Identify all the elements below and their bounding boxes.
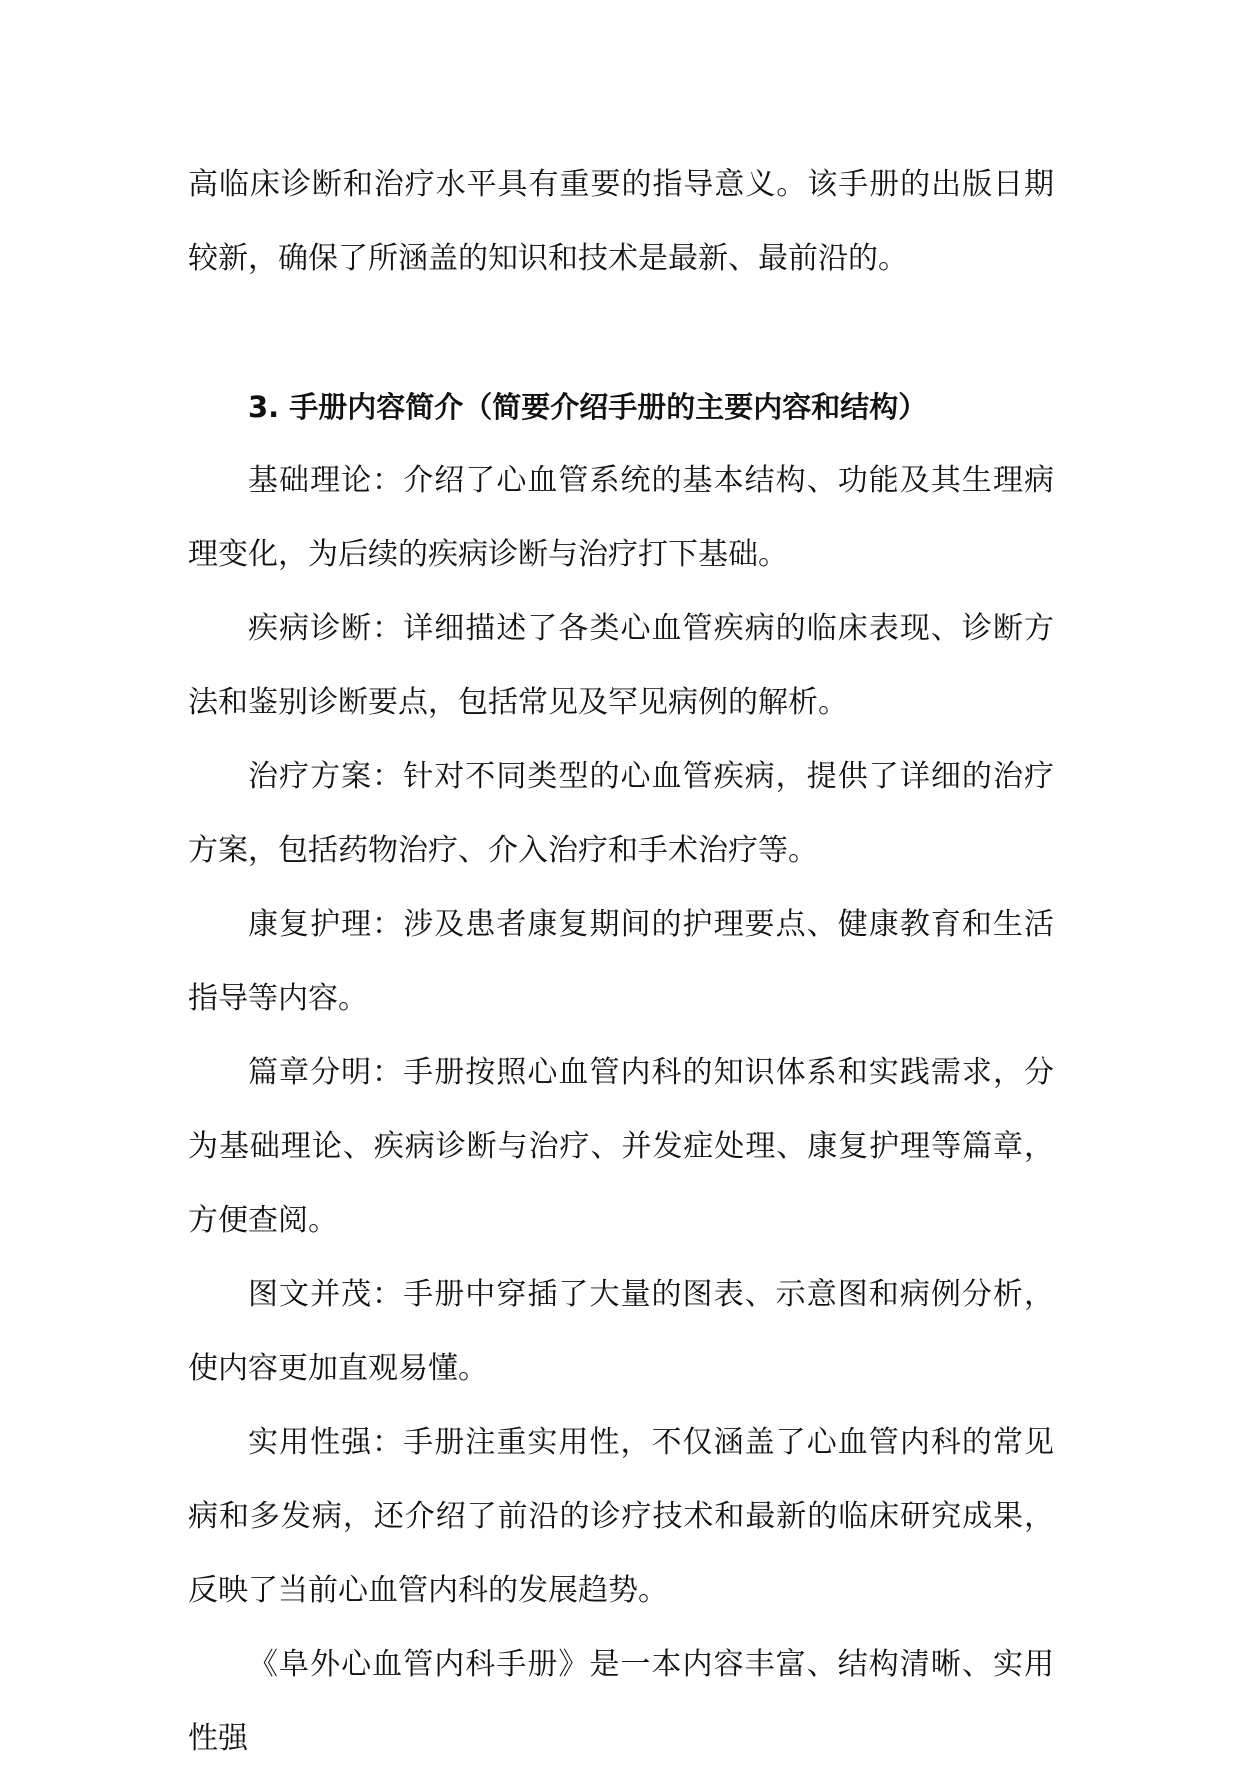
section-heading: 3. 手册内容简介（简要介绍手册的主要内容和结构） bbox=[248, 390, 928, 424]
document-body bbox=[188, 148, 1054, 1776]
paragraph-continuation: 高临床诊断和治疗水平具有重要的指导意义。该手册的出版日期较新，确保了所涵盖的知识和技术是最新、最前沿的。 bbox=[188, 167, 1054, 276]
paragraph-practicality: 实用性强：手册注重实用性，不仅涵盖了心血管内科的常见病和多发病，还介绍了前沿的诊疗技术和最新的临床研究成果，反映了当前心血管内科的发展趋势。 bbox=[188, 1425, 1054, 1608]
paragraph-chapters: 篇章分明：手册按照心血管内科的知识体系和实践需求，分为基础理论、疾病诊断与治疗、并发症处理、康复护理等篇章，方便查阅。 bbox=[188, 1055, 1054, 1238]
paragraph-rehab-care: 康复护理：涉及患者康复期间的护理要点、健康教育和生活指导等内容。 bbox=[188, 907, 1054, 1016]
paragraph-diagnosis: 疾病诊断：详细描述了各类心血管疾病的临床表现、诊断方法和鉴别诊断要点，包括常见及罕见病例的解析。 bbox=[188, 611, 1054, 720]
paragraph-illustrations: 图文并茂：手册中穿插了大量的图表、示意图和病例分析，使内容更加直观易懂。 bbox=[188, 1277, 1054, 1386]
paragraph-summary: 《阜外心血管内科手册》是一本内容丰富、结构清晰、实用性强 bbox=[188, 1647, 1054, 1756]
paragraph-treatment: 治疗方案：针对不同类型的心血管疾病，提供了详细的治疗方案，包括药物治疗、介入治疗和手术治疗等。 bbox=[188, 759, 1054, 868]
paragraph-basic-theory: 基础理论：介绍了心血管系统的基本结构、功能及其生理病理变化，为后续的疾病诊断与治疗打下基础。 bbox=[188, 463, 1054, 572]
